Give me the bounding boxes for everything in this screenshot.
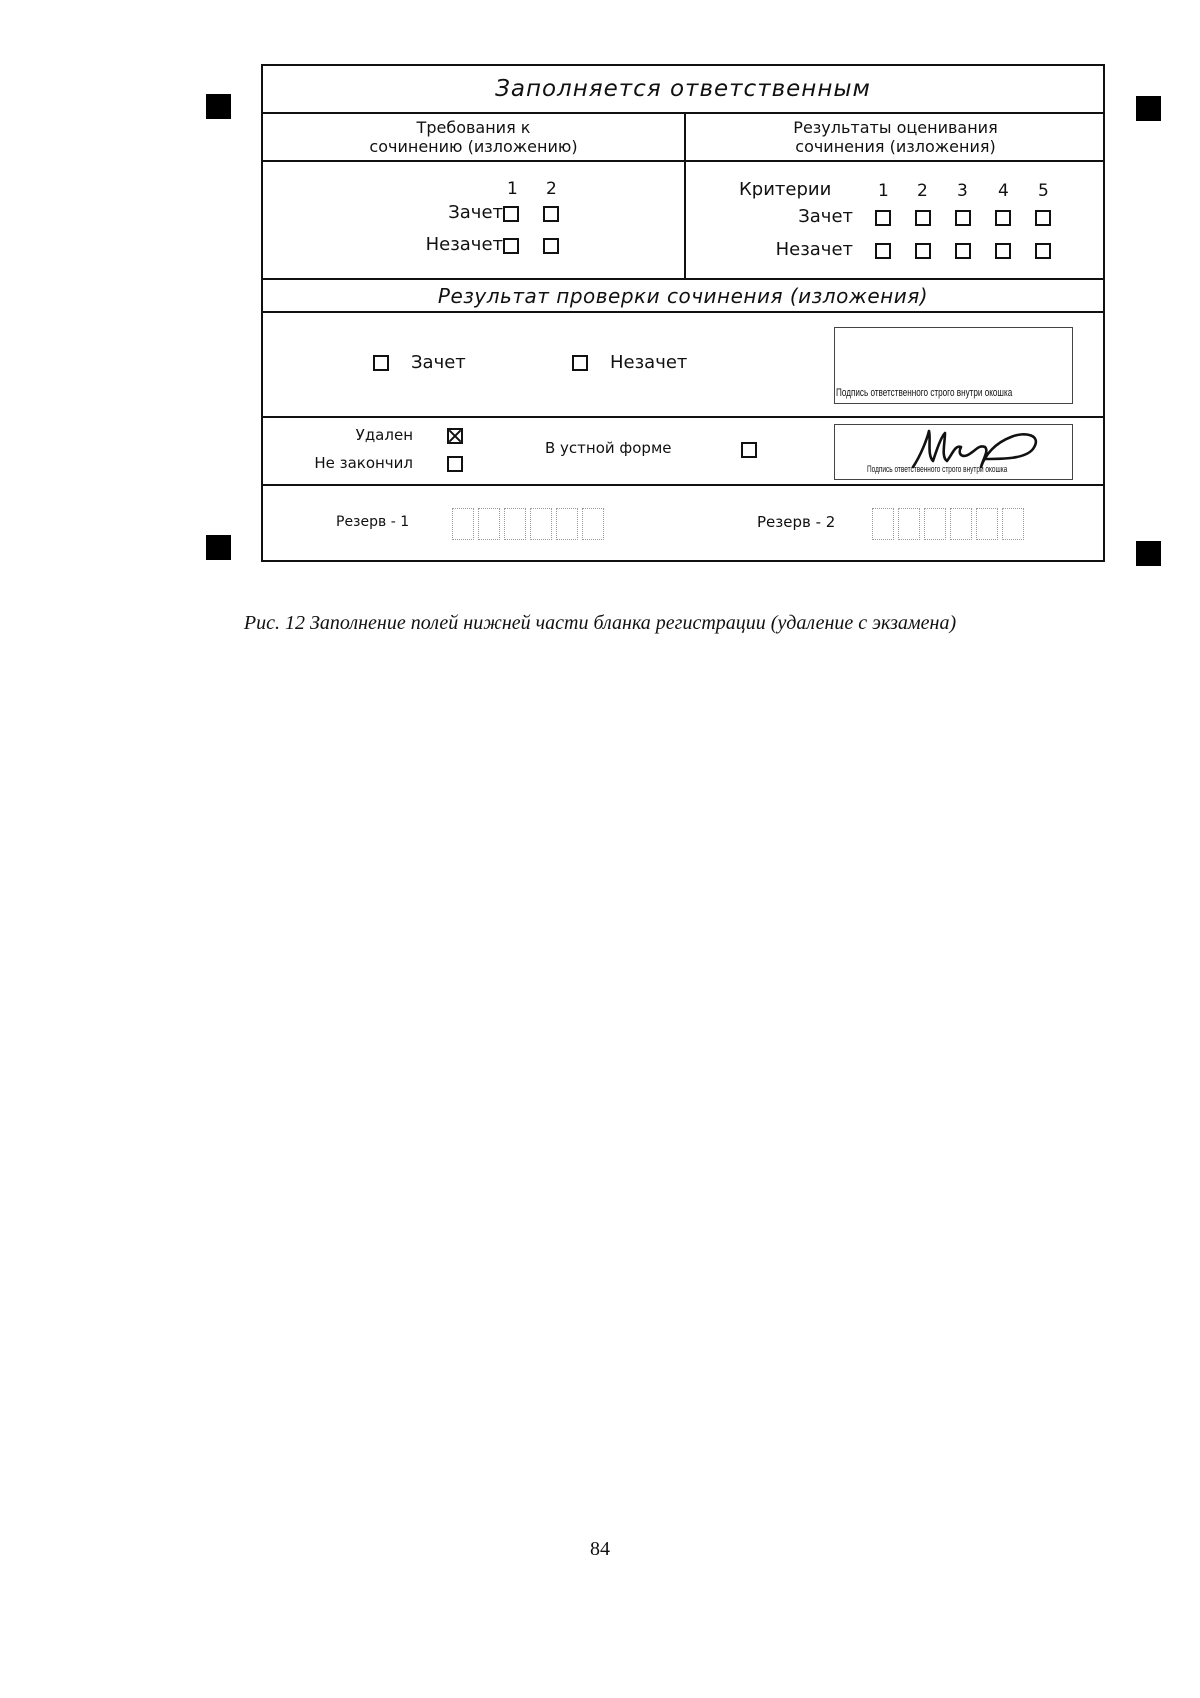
removal-signature-caption: Подпись ответственного строго внутри окошка — [867, 464, 1008, 474]
removed-checkbox[interactable] — [447, 428, 463, 444]
criteria-col-2: 2 — [917, 181, 928, 201]
reserve-1-cell[interactable] — [452, 508, 474, 540]
removal-signature-box[interactable] — [834, 424, 1073, 480]
figure-caption: Рис. 12 Заполнение полей нижней части бланка регистрации (удаление с экзамена) — [243, 612, 957, 634]
registration-marker-bottom-right — [1136, 541, 1161, 566]
requirements-title-line1: Требования к — [416, 118, 531, 137]
reserve-2-label: Резерв - 2 — [757, 513, 836, 531]
criteria-label: Критерии — [739, 179, 832, 200]
registration-form-bottom — [261, 64, 1105, 562]
form-header-row — [263, 66, 1103, 114]
registration-marker-top-left — [206, 94, 231, 119]
oral-form-label: В устной форме — [545, 439, 672, 457]
reserve-2-cell[interactable] — [898, 508, 920, 540]
reserve-1-label: Резерв - 1 — [336, 514, 410, 530]
criteria-pass-2-checkbox[interactable] — [915, 210, 931, 226]
criteria-pass-5-checkbox[interactable] — [1035, 210, 1051, 226]
result-pass-label: Зачет — [411, 352, 466, 373]
criteria-pass-label: Зачет — [798, 206, 853, 227]
result-fail-label: Незачет — [610, 352, 688, 373]
form-header-title: Заполняется ответственным — [495, 76, 871, 102]
criteria-fail-4-checkbox[interactable] — [995, 243, 1011, 259]
requirements-title-line2: сочинению (изложению) — [369, 137, 578, 156]
check-result-row — [263, 313, 1103, 418]
section-titles-row — [263, 114, 1103, 162]
check-result-title: Результат проверки сочинения (изложения) — [437, 284, 929, 308]
criteria-fail-2-checkbox[interactable] — [915, 243, 931, 259]
evaluation-title-line2: сочинения (изложения) — [795, 137, 996, 156]
reserve-1-cell[interactable] — [556, 508, 578, 540]
removed-label: Удален — [355, 426, 413, 444]
requirements-pass-2-checkbox[interactable] — [543, 206, 559, 222]
result-pass-checkbox[interactable] — [373, 355, 389, 371]
reserve-2-cell[interactable] — [872, 508, 894, 540]
requirements-pass-label: Зачет — [448, 202, 503, 223]
reserve-2-cell[interactable] — [1002, 508, 1024, 540]
reserve-row — [263, 486, 1103, 562]
reserve-2-cell[interactable] — [924, 508, 946, 540]
signature-box[interactable] — [834, 327, 1073, 404]
requirements-pass-1-checkbox[interactable] — [503, 206, 519, 222]
reserve-1-cell[interactable] — [478, 508, 500, 540]
evaluation-title-line1: Результаты оценивания — [793, 118, 998, 137]
registration-marker-top-right — [1136, 96, 1161, 121]
page-number: 84 — [590, 1538, 610, 1560]
reserve-1-cell[interactable] — [504, 508, 526, 540]
reserve-2-cell[interactable] — [950, 508, 972, 540]
requirements-col-2: 2 — [546, 179, 557, 199]
reserve-1-cell[interactable] — [530, 508, 552, 540]
requirements-col-1: 1 — [507, 179, 518, 199]
criteria-pass-3-checkbox[interactable] — [955, 210, 971, 226]
not-finished-checkbox[interactable] — [447, 456, 463, 472]
section-divider — [684, 162, 686, 278]
criteria-col-1: 1 — [878, 181, 889, 201]
criteria-col-4: 4 — [998, 181, 1009, 201]
requirements-fail-label: Незачет — [425, 234, 503, 255]
criteria-fail-5-checkbox[interactable] — [1035, 243, 1051, 259]
criteria-col-3: 3 — [957, 181, 968, 201]
criteria-row — [263, 162, 1103, 280]
reserve-1-cell[interactable] — [582, 508, 604, 540]
reserve-2-cell[interactable] — [976, 508, 998, 540]
criteria-fail-1-checkbox[interactable] — [875, 243, 891, 259]
criteria-fail-label: Незачет — [775, 239, 853, 260]
result-fail-checkbox[interactable] — [572, 355, 588, 371]
registration-marker-bottom-left — [206, 535, 231, 560]
oral-form-checkbox[interactable] — [741, 442, 757, 458]
requirements-fail-1-checkbox[interactable] — [503, 238, 519, 254]
requirements-fail-2-checkbox[interactable] — [543, 238, 559, 254]
criteria-fail-3-checkbox[interactable] — [955, 243, 971, 259]
signature-caption: Подпись ответственного строго внутри окошка — [836, 387, 1013, 399]
not-finished-label: Не закончил — [314, 454, 413, 472]
criteria-pass-4-checkbox[interactable] — [995, 210, 1011, 226]
criteria-pass-1-checkbox[interactable] — [875, 210, 891, 226]
check-result-title-row — [263, 280, 1103, 313]
criteria-col-5: 5 — [1038, 181, 1049, 201]
removal-row — [263, 418, 1103, 486]
